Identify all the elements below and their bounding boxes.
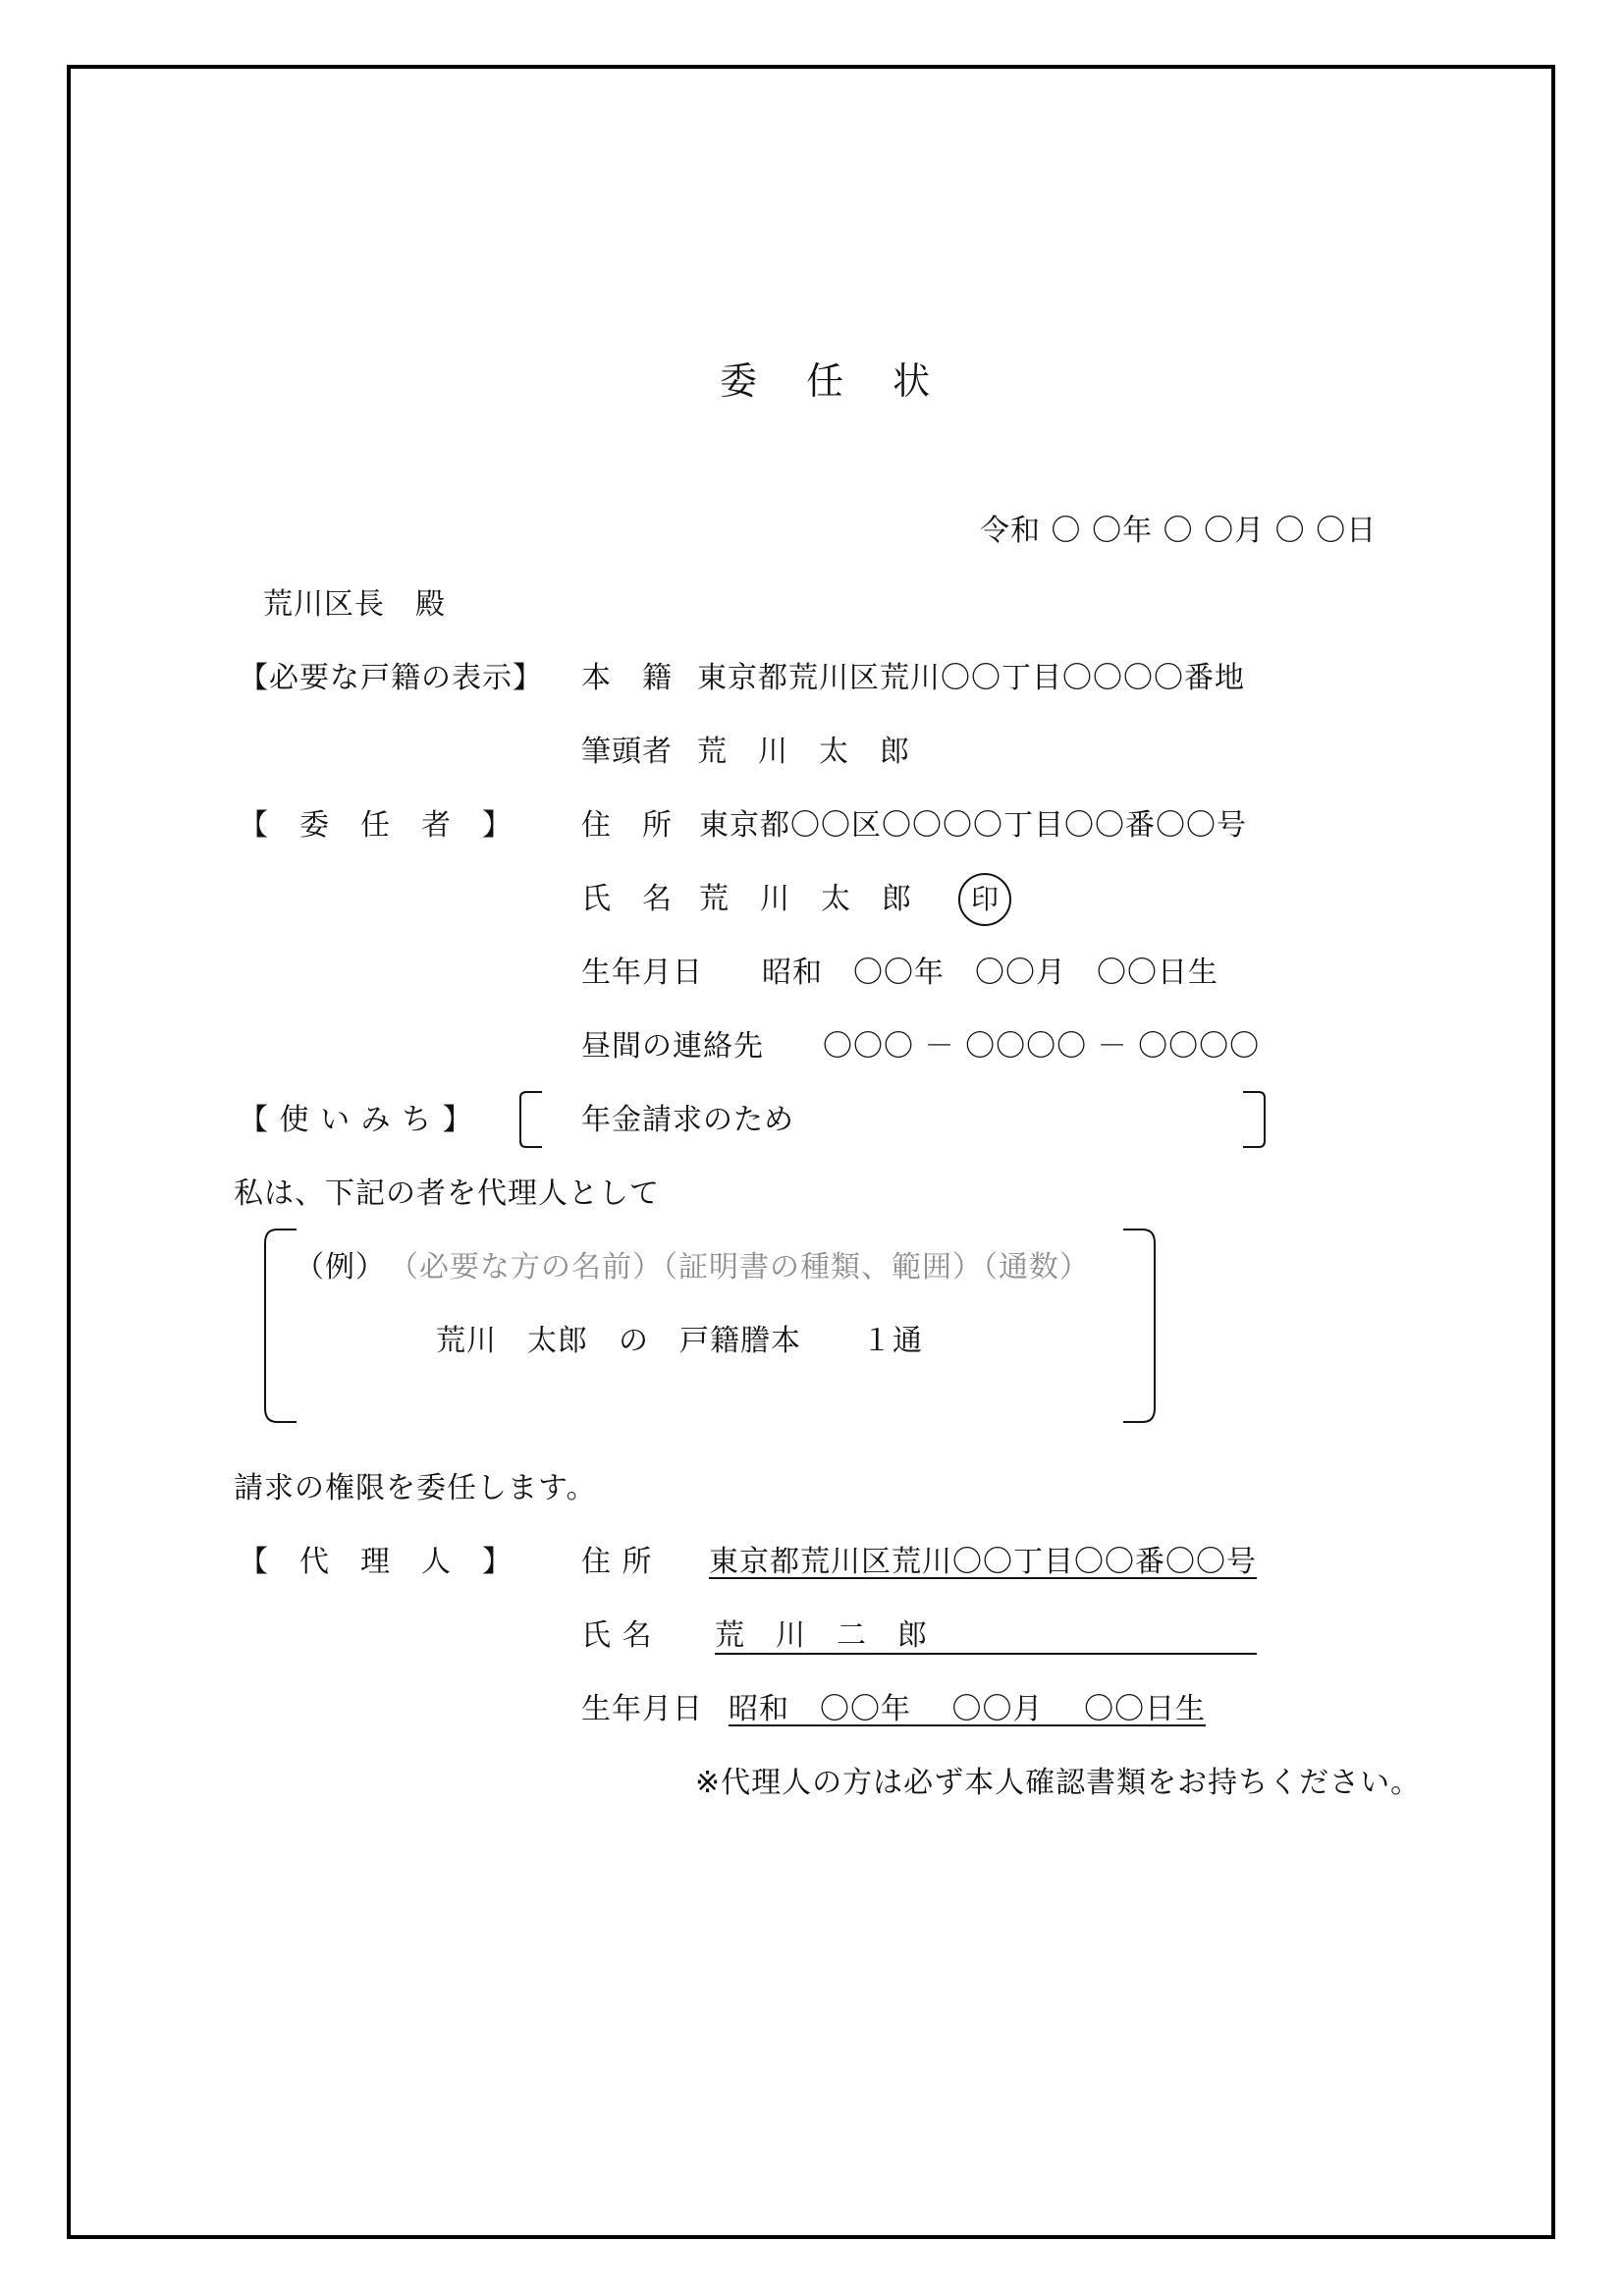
head-of-household-value: 荒 川 太 郎 bbox=[697, 735, 910, 769]
honseki-label: 本 籍 bbox=[581, 661, 673, 695]
request-bracket-left bbox=[263, 1228, 298, 1424]
statement-intro: 私は、下記の者を代理人として bbox=[234, 1176, 660, 1211]
head-of-household-label: 筆頭者 bbox=[581, 735, 673, 769]
honseki-value: 東京都荒川区荒川〇〇丁目〇〇〇〇番地 bbox=[697, 661, 1245, 695]
principal-phone-value: 〇〇〇 － 〇〇〇〇 － 〇〇〇〇 bbox=[823, 1029, 1261, 1064]
purpose-bracket-left bbox=[518, 1090, 544, 1149]
purpose-bracket-right bbox=[1241, 1090, 1267, 1149]
principal-address-label: 住 所 bbox=[581, 808, 673, 843]
agent-label: 【 代 理 人 】 bbox=[239, 1545, 513, 1579]
request-bracket-right bbox=[1121, 1228, 1157, 1424]
principal-phone-label: 昼間の連絡先 bbox=[581, 1029, 764, 1064]
agent-address-value: 東京都荒川区荒川〇〇丁目〇〇番〇〇号 bbox=[709, 1545, 1257, 1579]
id-note: ※代理人の方は必ず本人確認書類をお持ちください。 bbox=[695, 1766, 1422, 1800]
principal-name-value: 荒 川 太 郎 bbox=[699, 882, 912, 916]
principal-label: 【 委 任 者 】 bbox=[239, 808, 513, 843]
family-register-label: 【必要な戸籍の表示】 bbox=[239, 661, 543, 695]
agent-birth-value: 昭和 〇〇年 〇〇月 〇〇日生 bbox=[729, 1692, 1207, 1726]
seal-mark: 印 bbox=[958, 873, 1011, 926]
agent-address-label: 住 所 bbox=[581, 1545, 653, 1579]
principal-name-label: 氏 名 bbox=[581, 882, 673, 916]
purpose-value: 年金請求のため bbox=[581, 1103, 794, 1137]
request-example-prefix: （例） bbox=[295, 1250, 386, 1285]
document-title: 委 任 状 bbox=[720, 359, 937, 403]
agent-name-underline bbox=[715, 1653, 1257, 1655]
statement-end: 請求の権限を委任します。 bbox=[234, 1471, 597, 1505]
agent-birth-label: 生年月日 bbox=[581, 1692, 703, 1726]
purpose-label: 【 使 い み ち 】 bbox=[239, 1103, 473, 1137]
request-example-hint: （必要な方の名前）（証明書の種類、範囲）（通数） bbox=[389, 1250, 1090, 1285]
principal-birth-label: 生年月日 bbox=[581, 956, 703, 990]
principal-address-value: 東京都〇〇区〇〇〇〇丁目〇〇番〇〇号 bbox=[699, 808, 1247, 843]
addressee: 荒川区長 殿 bbox=[263, 587, 446, 622]
principal-birth-value: 昭和 〇〇年 〇〇月 〇〇日生 bbox=[762, 956, 1218, 990]
agent-name-label: 氏 名 bbox=[581, 1618, 653, 1653]
document-date: 令和 〇 〇年 〇 〇月 〇 〇日 bbox=[980, 514, 1378, 548]
request-content: 荒川 太郎 の 戸籍謄本 １通 bbox=[436, 1324, 923, 1358]
agent-name-value: 荒 川 二 郎 bbox=[715, 1618, 928, 1653]
